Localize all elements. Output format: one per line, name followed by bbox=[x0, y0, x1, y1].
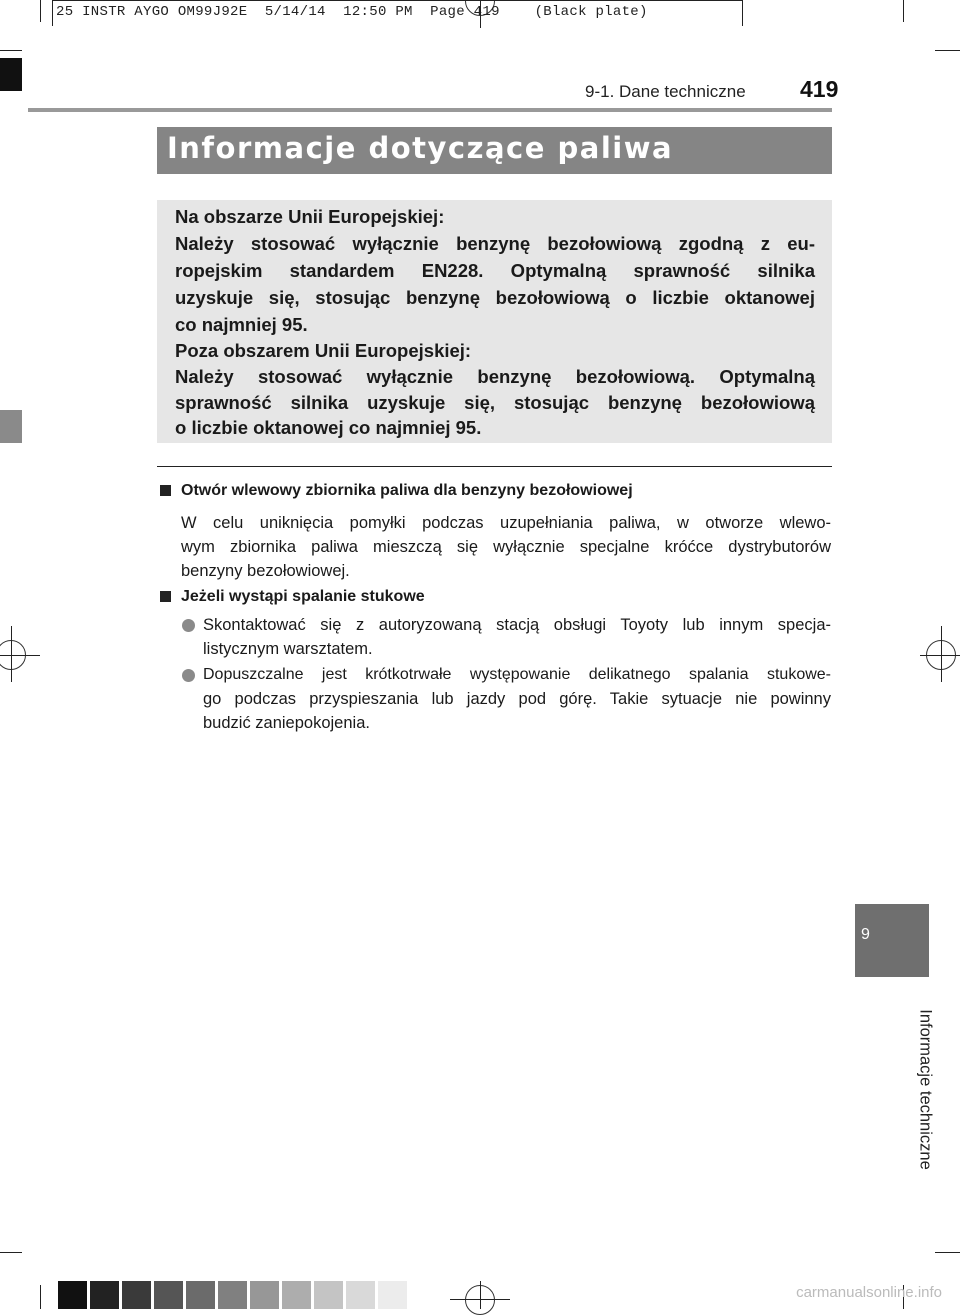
watermark: carmanualsonline.info bbox=[796, 1284, 942, 1301]
section-square-icon bbox=[160, 485, 171, 496]
page-title-bar bbox=[157, 127, 832, 174]
bullet-dot-icon bbox=[182, 619, 195, 632]
crop-mark bbox=[903, 0, 904, 22]
chapter-number: 9 bbox=[861, 926, 870, 943]
page-title: Informacje dotyczące paliwa bbox=[167, 131, 674, 165]
section-square-icon bbox=[160, 591, 171, 602]
registration-mark-icon bbox=[941, 626, 942, 682]
calibration-swatch bbox=[378, 1281, 407, 1309]
bullet-line: listycznym warsztatem. bbox=[203, 640, 373, 658]
section-divider bbox=[157, 466, 832, 467]
calibration-swatch bbox=[346, 1281, 375, 1309]
chapter-tab bbox=[855, 904, 929, 977]
fuel-info-box bbox=[157, 200, 832, 443]
section-heading: Otwór wlewowy zbiornika paliwa dla benzyny bezołowiowej bbox=[181, 482, 633, 499]
calibration-swatch bbox=[250, 1281, 279, 1309]
registration-mark-icon bbox=[480, 1281, 481, 1309]
info-box-line: ropejskim standardem EN228. Optymalną sprawność silnika bbox=[175, 260, 815, 281]
crop-mark bbox=[40, 0, 41, 22]
info-box-line: sprawność silnika uzyskuje się, stosując benzynę bezołowiową bbox=[175, 392, 815, 413]
info-box-line: Należy stosować wyłącznie benzynę bezołowiową. Optymalną bbox=[175, 366, 815, 387]
info-box-line: co najmniej 95. bbox=[175, 314, 308, 335]
bullet-dot-icon bbox=[182, 669, 195, 682]
section-body-line: benzyny bezołowiowej. bbox=[181, 562, 350, 580]
crop-mark bbox=[935, 1252, 960, 1253]
crop-mark bbox=[0, 1252, 22, 1253]
print-slug-line: 25 INSTR AYGO OM99J92E 5/14/14 12:50 PM Page 419 (Black plate) bbox=[56, 4, 648, 20]
bullet-line: Dopuszczalne jest krótkotrwałe występowanie delikatnego spalania stukowe- bbox=[203, 666, 831, 683]
side-marker bbox=[0, 410, 22, 443]
calibration-swatch bbox=[186, 1281, 215, 1309]
section-heading: Jeżeli wystąpi spalanie stukowe bbox=[181, 588, 425, 605]
slug-frame bbox=[52, 0, 53, 26]
info-box-line: uzyskuje się, stosując benzynę bezołowiową o liczbie oktanowej bbox=[175, 287, 815, 308]
section-reference: 9-1. Dane techniczne bbox=[585, 82, 746, 101]
bullet-line: Skontaktować się z autoryzowaną stacją obsługi Toyoty lub innym specja- bbox=[203, 616, 831, 634]
side-marker bbox=[0, 58, 22, 91]
info-box-line: Na obszarze Unii Europejskiej: bbox=[175, 206, 445, 227]
bullet-line: budzić zaniepokojenia. bbox=[203, 714, 370, 732]
calibration-swatch bbox=[58, 1281, 87, 1309]
slug-frame bbox=[52, 0, 742, 1]
section-body-line: W celu uniknięcia pomyłki podczas uzupełniania paliwa, w otworze wlewo- bbox=[181, 514, 831, 532]
info-box-line: Poza obszarem Unii Europejskiej: bbox=[175, 340, 472, 361]
calibration-swatch bbox=[282, 1281, 311, 1309]
calibration-swatch bbox=[122, 1281, 151, 1309]
info-box-line: o liczbie oktanowej co najmniej 95. bbox=[175, 417, 482, 438]
crop-mark bbox=[0, 50, 22, 51]
slug-frame bbox=[742, 0, 743, 26]
chapter-label: Informacje techniczne bbox=[916, 1009, 935, 1170]
section-body-line: wym zbiornika paliwa mieszczą się wyłącznie specjalne króćce dystrybutorów bbox=[181, 538, 831, 556]
header-rule bbox=[28, 108, 832, 112]
crop-mark bbox=[40, 1285, 41, 1309]
calibration-swatch bbox=[90, 1281, 119, 1309]
registration-mark-icon bbox=[11, 626, 12, 682]
info-box-line: Należy stosować wyłącznie benzynę bezołowiową zgodną z eu- bbox=[175, 233, 815, 254]
calibration-swatch bbox=[154, 1281, 183, 1309]
crop-mark bbox=[935, 50, 960, 51]
registration-mark-icon bbox=[920, 655, 960, 656]
calibration-swatch bbox=[218, 1281, 247, 1309]
bullet-line: go podczas przyspieszania lub jazdy pod górę. Takie sytuacje nie powinny bbox=[203, 690, 831, 708]
registration-mark-icon bbox=[0, 655, 40, 656]
calibration-swatch bbox=[314, 1281, 343, 1309]
page-number: 419 bbox=[800, 76, 839, 102]
